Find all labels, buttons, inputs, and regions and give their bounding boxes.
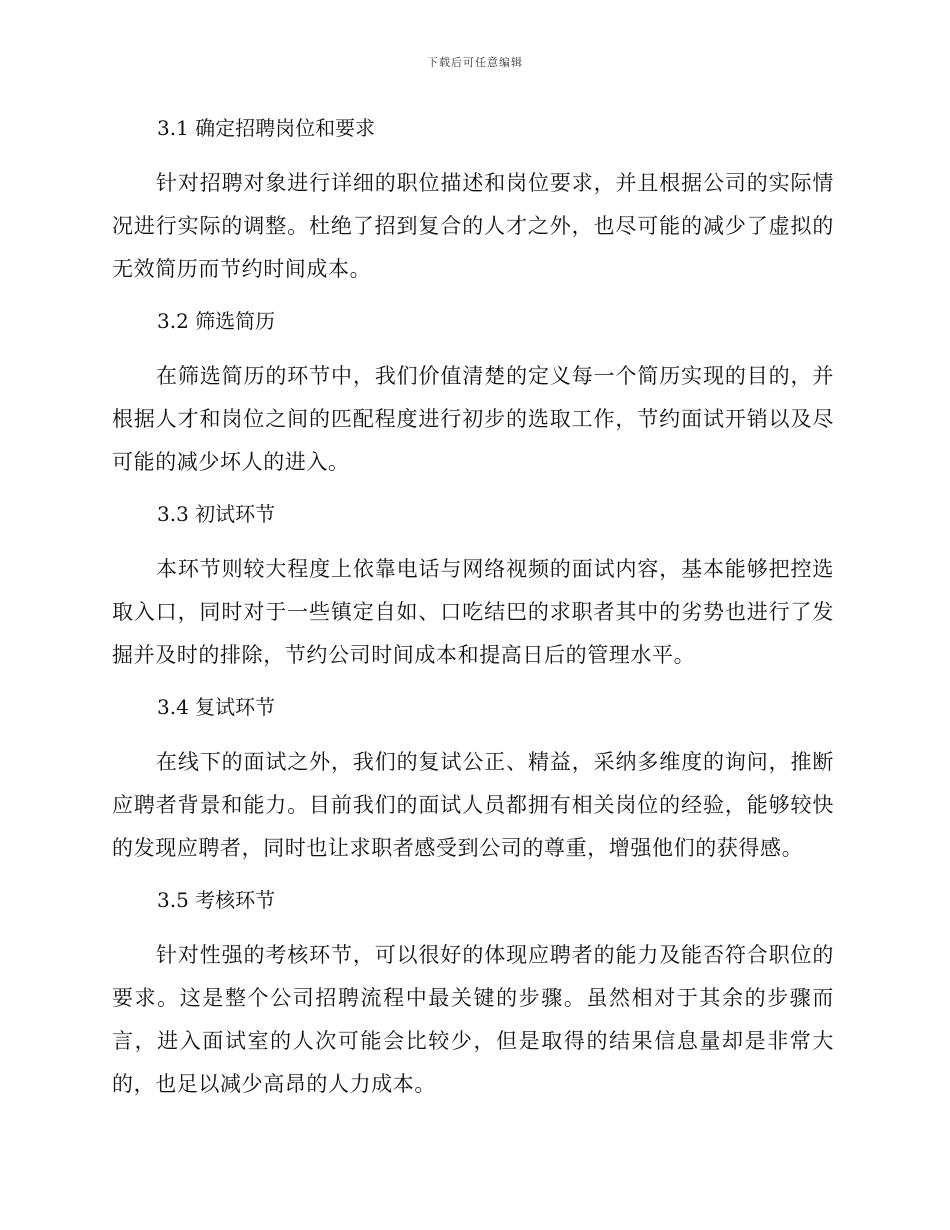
section-heading: 3.1 确定招聘岗位和要求 — [157, 116, 376, 140]
section-heading: 3.4 复试环节 — [157, 695, 276, 719]
section-3-4 — [112, 693, 834, 870]
section-paragraph: 针对招聘对象进行详细的职位描述和岗位要求，并且根据公司的实际情况进行实际的调整。杜绝了招到复合的人才之外，也尽可能的减少了虚拟的无效简历而节约时间成本。 — [112, 171, 834, 281]
section-heading: 3.2 筛选简历 — [157, 309, 276, 333]
section-3-1 — [112, 114, 834, 291]
section-3-3 — [112, 500, 834, 677]
section-paragraph: 在线下的面试之外，我们的复试公正、精益，采纳多维度的询问，推断应聘者背景和能力。目前我们的面试人员都拥有相关岗位的经验，能够较快的发现应聘者，同时也让求职者感受到公司的尊重，增强他们的获得感。 — [112, 750, 834, 860]
section-3-2 — [112, 307, 834, 484]
page-header-note: 下载后可任意编辑 — [427, 56, 523, 69]
section-3-5 — [112, 886, 834, 1106]
section-heading: 3.3 初试环节 — [157, 502, 276, 526]
section-paragraph: 本环节则较大程度上依靠电话与网络视频的面试内容，基本能够把控选取入口，同时对于一些镇定自如、口吃结巴的求职者其中的劣势也进行了发掘并及时的排除，节约公司时间成本和提高日后的管理水平。 — [112, 557, 834, 667]
document-body — [112, 106, 834, 1122]
section-paragraph: 在筛选简历的环节中，我们价值清楚的定义每一个简历实现的目的，并根据人才和岗位之间的匹配程度进行初步的选取工作，节约面试开销以及尽可能的减少坏人的进入。 — [112, 364, 834, 474]
section-paragraph: 针对性强的考核环节，可以很好的体现应聘者的能力及能否符合职位的要求。这是整个公司招聘流程中最关键的步骤。虽然相对于其余的步骤而言，进入面试室的人次可能会比较少，但是取得的结果信息量却是非常大的，也足以减少高昂的人力成本。 — [112, 943, 834, 1096]
section-heading: 3.5 考核环节 — [157, 888, 276, 912]
